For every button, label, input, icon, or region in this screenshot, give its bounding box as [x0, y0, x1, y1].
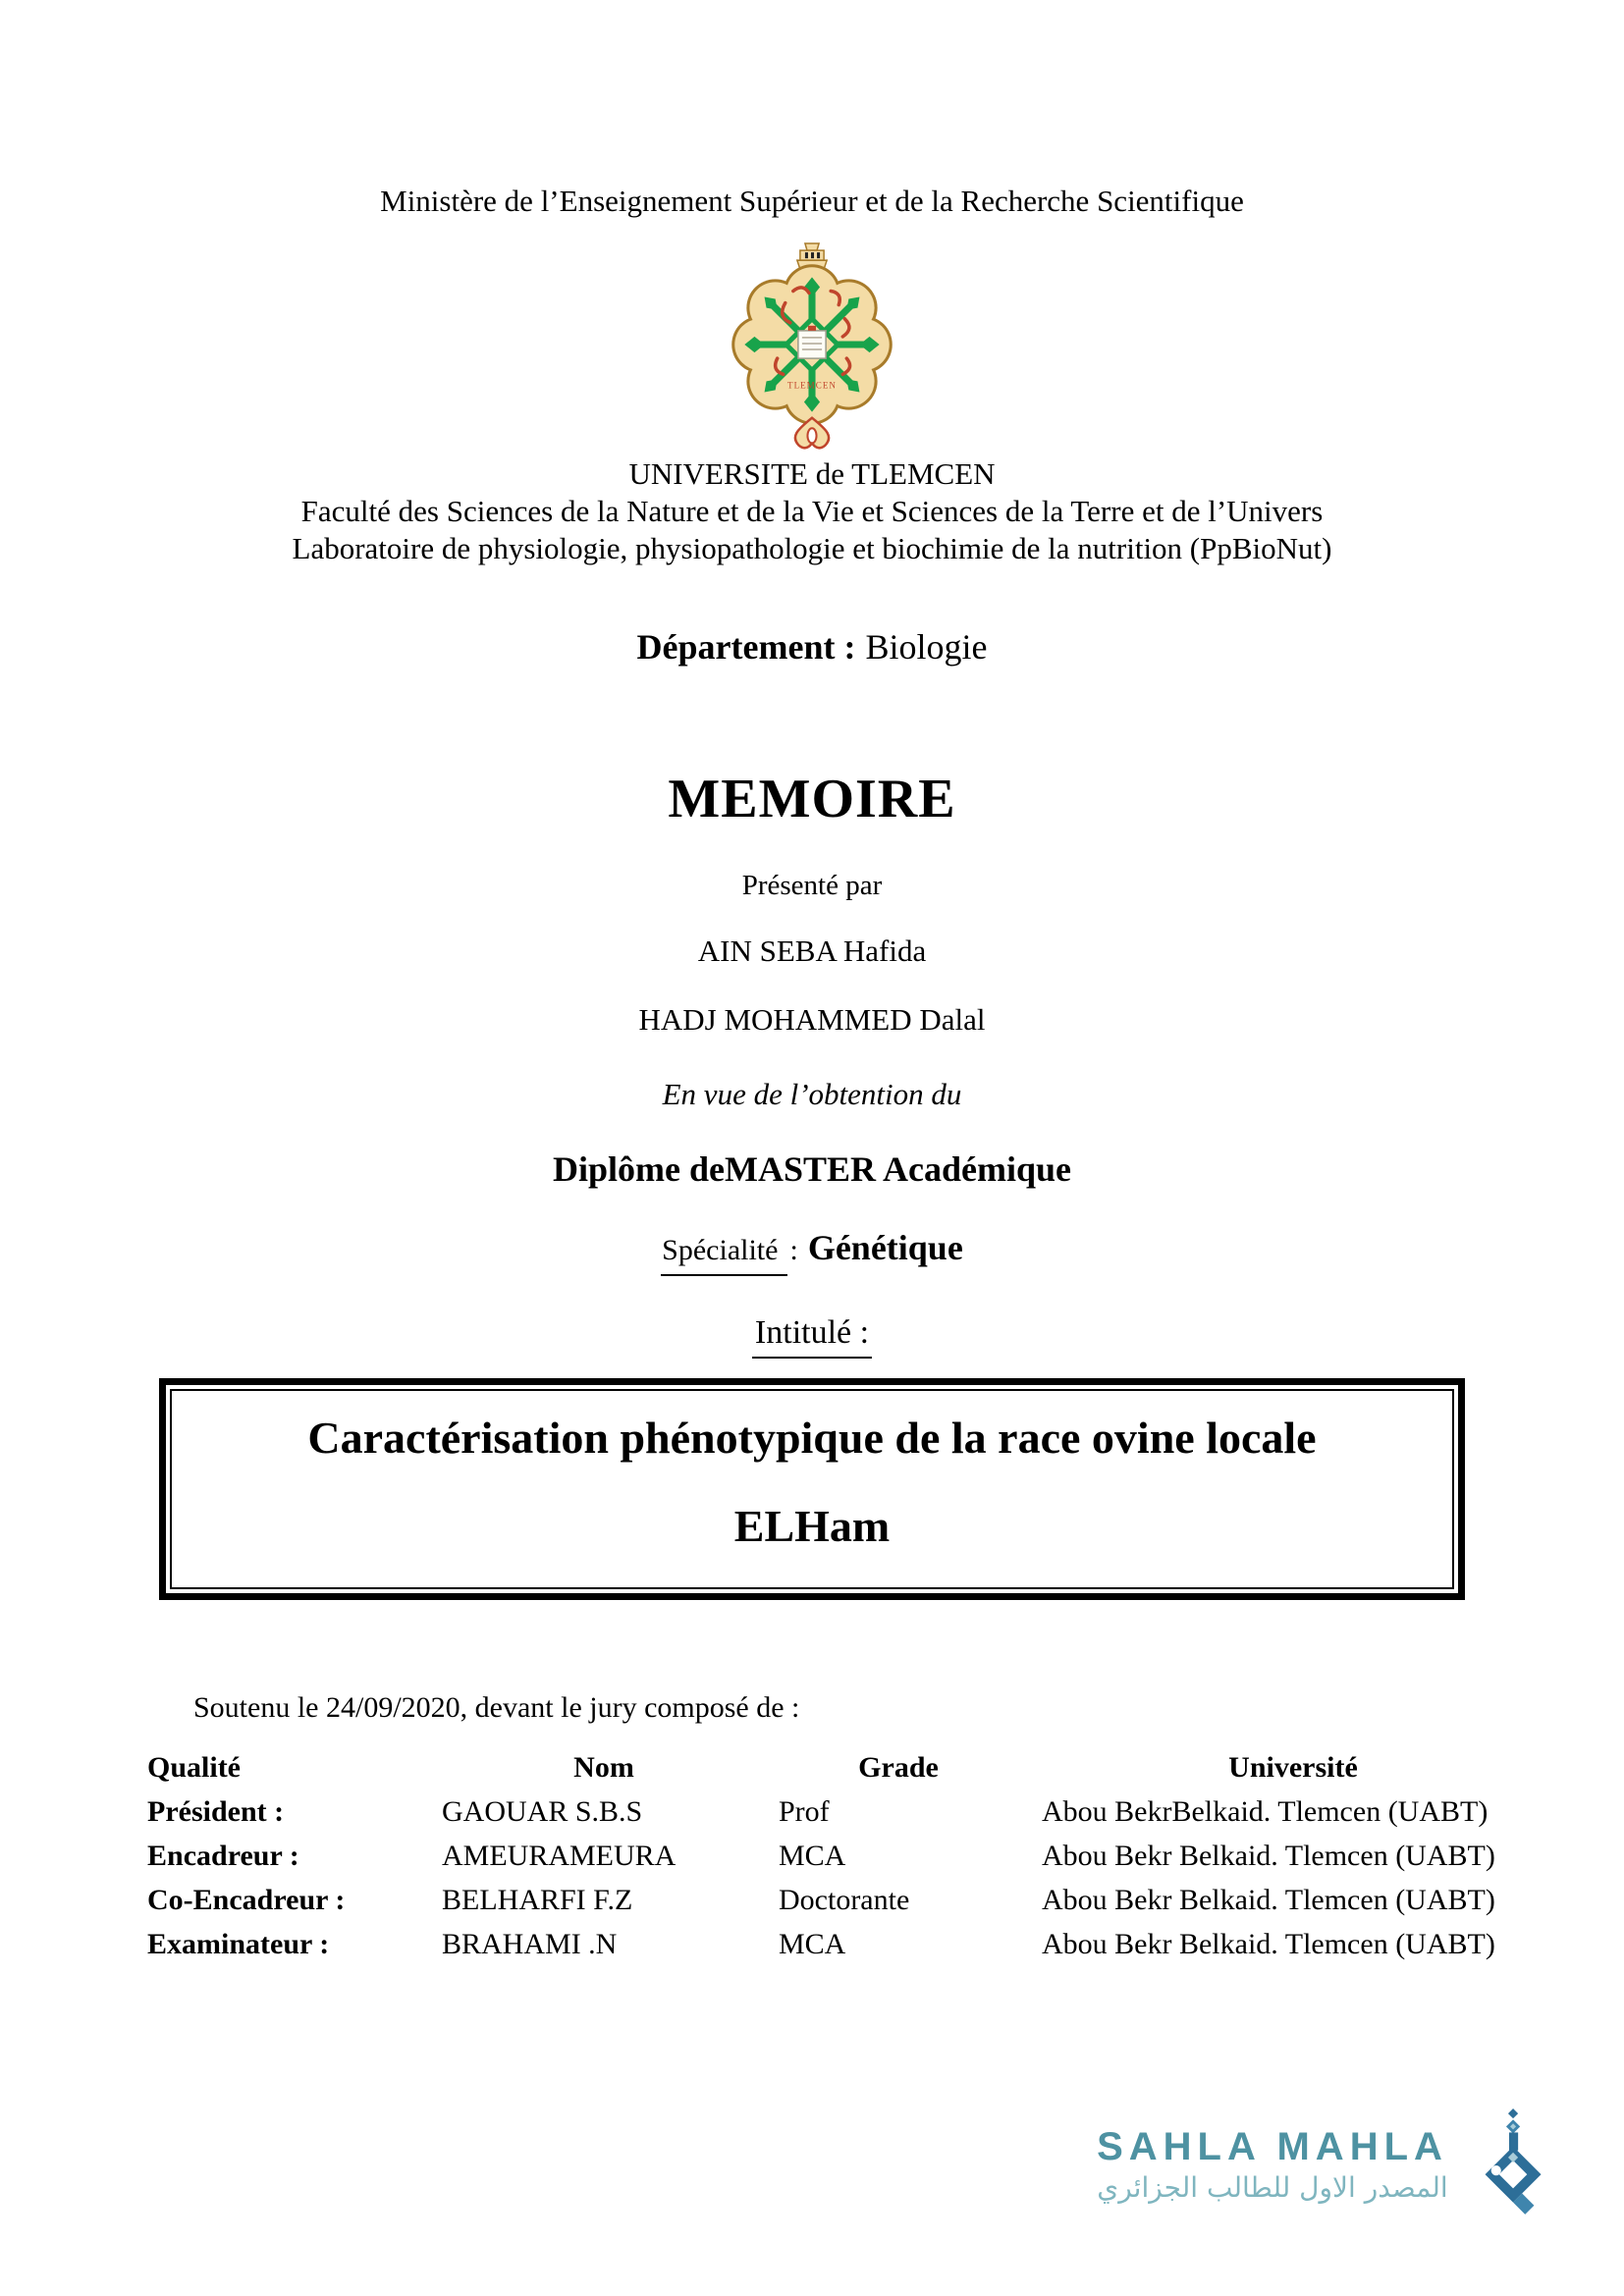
author-name-2: HADJ MOHAMMED Dalal [638, 1002, 986, 1037]
specialty-colon: : [789, 1234, 798, 1266]
presented-by-label: Présenté par [741, 870, 883, 901]
sahla-mahla-logo [1080, 2109, 1543, 2220]
jury-row-grade: MCA [779, 1840, 846, 1872]
jury-row-name: AMEURAMEURA [442, 1840, 677, 1872]
jury-header-university: Université [1228, 1751, 1358, 1784]
sahla-mahla-wordmark: SAHLA MAHLA [1097, 2125, 1448, 2168]
thesis-title-line-1: Caractérisation phénotypique de la race ovine locale [307, 1413, 1317, 1463]
jury-table [147, 1745, 1624, 1966]
jury-header-name: Nom [573, 1751, 634, 1784]
jury-header-grade: Grade [858, 1751, 939, 1784]
jury-row-quality: Encadreur : [147, 1840, 299, 1872]
ministry-line: Ministère de l’Enseignement Supérieur et de la Recherche Scientifique [380, 184, 1244, 218]
emblem-bottom-finial [795, 418, 829, 449]
sahla-mahla-arabic-tagline: المصدر الاول للطالب الجزائري [1097, 2171, 1448, 2204]
specialty-value: Génétique [807, 1228, 963, 1267]
thesis-title-box [159, 1378, 1465, 1600]
university-tlemcen-emblem-icon [728, 241, 896, 450]
jury-row-name: BELHARFI F.Z [442, 1884, 633, 1916]
sahla-mahla-calligraphy-icon [1477, 2109, 1543, 2220]
jury-row-quality: Co-Encadreur : [147, 1884, 346, 1916]
laboratory-name: Laboratoire de physiologie, physiopathologie et biochimie de la nutrition (PpBioNut) [292, 531, 1332, 565]
department-line [0, 624, 1624, 669]
purpose-line: En vue de l’obtention du [662, 1077, 962, 1111]
jury-row-grade: Doctorante [779, 1884, 910, 1916]
defense-date-line: Soutenu le 24/09/2020, devant le jury composé de : [193, 1691, 800, 1724]
specialty-label: Spécialité [661, 1228, 787, 1276]
jury-row-grade: MCA [779, 1928, 846, 1960]
jury-row-university: Abou BekrBelkaid. Tlemcen (UABT) [1042, 1795, 1489, 1828]
jury-header-quality: Qualité [147, 1751, 241, 1784]
faculty-name: Faculté des Sciences de la Nature et de la Vie et Sciences de la Terre et de l’Univers [300, 494, 1324, 528]
title-label-line [0, 1311, 1624, 1359]
jury-row-university: Abou Bekr Belkaid. Tlemcen (UABT) [1042, 1840, 1495, 1872]
jury-row-name: GAOUAR S.B.S [442, 1795, 643, 1828]
thesis-title-line-2: ELHam [733, 1501, 891, 1551]
sahla-mahla-text-block [1080, 2125, 1465, 2204]
jury-row-university: Abou Bekr Belkaid. Tlemcen (UABT) [1042, 1928, 1495, 1960]
jury-row-grade: Prof [779, 1795, 830, 1828]
jury-row-university: Abou Bekr Belkaid. Tlemcen (UABT) [1042, 1884, 1495, 1916]
jury-row-name: BRAHAMI .N [442, 1928, 618, 1960]
department-label: Département : [636, 627, 856, 667]
specialty-line [0, 1225, 1624, 1276]
diploma-line: Diplôme deMASTER Académique [552, 1149, 1071, 1189]
department-value: Biologie [865, 627, 988, 667]
university-name: UNIVERSITE de TLEMCEN [628, 456, 996, 491]
jury-row-quality: Examinateur : [147, 1928, 330, 1960]
author-name-1: AIN SEBA Hafida [697, 934, 927, 968]
jury-row-quality: Président : [147, 1795, 285, 1828]
title-label: Intitulé : [752, 1311, 872, 1359]
thesis-title-box-inner [170, 1389, 1454, 1589]
document-type-title: MEMOIRE [668, 769, 956, 829]
emblem-caption-text: TLEMCEN [787, 380, 837, 391]
